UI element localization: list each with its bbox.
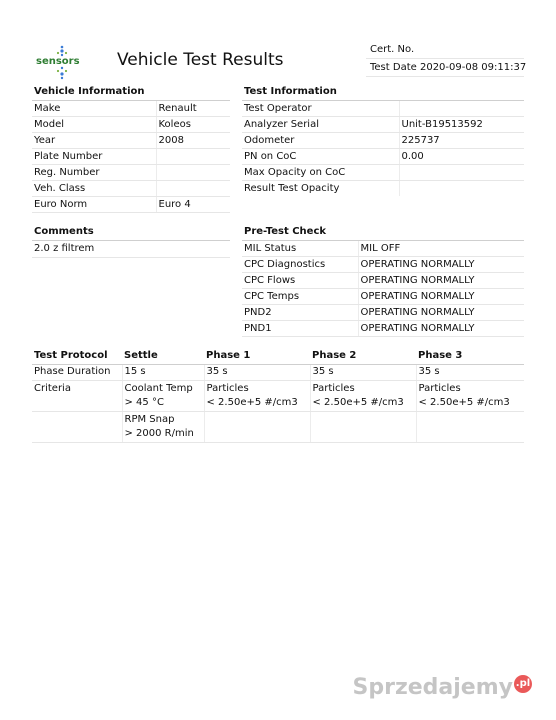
table-row (32, 381, 524, 412)
criteria-line: Coolant Temp (124, 383, 193, 394)
check-label: PND1 (242, 321, 358, 337)
check-value: OPERATING NORMALLY (358, 273, 524, 289)
empty-cell (32, 412, 122, 443)
field-label: Odometer (242, 133, 399, 149)
duration-label: Phase Duration (32, 365, 122, 381)
sensors-logo-icon (30, 44, 90, 80)
test-info-table (242, 101, 524, 196)
table-row (32, 117, 230, 133)
check-value: OPERATING NORMALLY (358, 305, 524, 321)
column-header: Settle (122, 348, 204, 365)
protocol-header-row (32, 348, 524, 365)
vehicle-info-table (32, 101, 230, 213)
field-label: Year (32, 133, 156, 149)
criteria-line: Particles (418, 383, 461, 394)
table-row (32, 149, 230, 165)
check-label: CPC Temps (242, 289, 358, 305)
phase1-criteria (204, 381, 310, 412)
table-row (242, 117, 524, 133)
field-value (399, 165, 524, 181)
check-value: OPERATING NORMALLY (358, 321, 524, 337)
table-row (242, 289, 524, 305)
column-header: Phase 1 (204, 348, 310, 365)
check-value: MIL OFF (358, 241, 524, 257)
pretest-title: Pre-Test Check (242, 224, 524, 241)
comments-title: Comments (32, 224, 230, 241)
phase3-criteria (416, 381, 524, 412)
column-header: Phase 3 (416, 348, 524, 365)
field-value: Euro 4 (156, 197, 230, 213)
field-value: 225737 (399, 133, 524, 149)
test-date-value: 2020-09-08 09:11:37 (419, 62, 527, 73)
column-header: Test Protocol (32, 348, 122, 365)
comments-text: 2.0 z filtrem (32, 241, 230, 258)
table-row (242, 321, 524, 337)
settle-duration: 15 s (122, 365, 204, 381)
pretest-section (242, 224, 524, 337)
test-info-section (242, 84, 524, 196)
table-row (32, 412, 524, 443)
criteria-line: Particles (206, 383, 249, 394)
phase1-duration: 35 s (204, 365, 310, 381)
cert-number-row (366, 41, 524, 59)
test-date-label: Test Date (370, 62, 417, 73)
table-row (242, 165, 524, 181)
protocol-section (32, 348, 524, 443)
phase2-criteria (310, 381, 416, 412)
criteria-line: < 2.50e+5 #/cm3 (312, 397, 404, 408)
field-value (156, 165, 230, 181)
settle-criteria-rpm (122, 412, 204, 443)
check-label: CPC Diagnostics (242, 257, 358, 273)
phase3-duration: 35 s (416, 365, 524, 381)
field-label: Reg. Number (32, 165, 156, 181)
watermark-text: Sprzedajemy (352, 675, 513, 700)
check-label: CPC Flows (242, 273, 358, 289)
field-value (156, 149, 230, 165)
cert-label: Cert. No. (370, 44, 415, 55)
field-value: 0.00 (399, 149, 524, 165)
table-row (32, 133, 230, 149)
field-value (156, 181, 230, 197)
criteria-line: > 45 °C (124, 397, 164, 408)
logo-text: sensors (36, 56, 80, 67)
criteria-line: RPM Snap (124, 414, 175, 425)
empty-cell (310, 412, 416, 443)
field-label: Max Opacity on CoC (242, 165, 399, 181)
field-label: Model (32, 117, 156, 133)
field-value (399, 101, 524, 117)
check-label: PND2 (242, 305, 358, 321)
field-value (399, 181, 524, 197)
protocol-table (32, 348, 524, 443)
pretest-table (242, 241, 524, 337)
field-value: Koleos (156, 117, 230, 133)
table-row (242, 181, 524, 197)
column-header: Phase 2 (310, 348, 416, 365)
check-value: OPERATING NORMALLY (358, 257, 524, 273)
comments-section (32, 224, 230, 258)
watermark-suffix-badge: .pl (514, 675, 532, 693)
table-row (242, 305, 524, 321)
criteria-line: > 2000 R/min (124, 428, 194, 439)
phase2-duration: 35 s (310, 365, 416, 381)
table-row (32, 365, 524, 381)
criteria-line: < 2.50e+5 #/cm3 (418, 397, 510, 408)
settle-criteria-coolant (122, 381, 204, 412)
field-label: Euro Norm (32, 197, 156, 213)
table-row (242, 133, 524, 149)
vehicle-info-section (32, 84, 230, 213)
field-label: Veh. Class (32, 181, 156, 197)
table-row (32, 101, 230, 117)
test-date-row (366, 59, 527, 77)
field-value: 2008 (156, 133, 230, 149)
check-label: MIL Status (242, 241, 358, 257)
table-row (32, 165, 230, 181)
field-value: Renault (156, 101, 230, 117)
field-value: Unit-B19513592 (399, 117, 524, 133)
field-label: PN on CoC (242, 149, 399, 165)
field-label: Plate Number (32, 149, 156, 165)
empty-cell (204, 412, 310, 443)
check-value: OPERATING NORMALLY (358, 289, 524, 305)
table-row (32, 197, 230, 213)
field-label: Make (32, 101, 156, 117)
vehicle-info-title: Vehicle Information (32, 84, 230, 101)
table-row (242, 241, 524, 257)
criteria-label: Criteria (32, 381, 122, 412)
company-logo (30, 44, 90, 80)
criteria-line: Particles (312, 383, 355, 394)
table-row (242, 257, 524, 273)
table-row (32, 181, 230, 197)
watermark (353, 675, 533, 700)
criteria-line: < 2.50e+5 #/cm3 (206, 397, 298, 408)
field-label: Result Test Opacity (242, 181, 399, 197)
field-label: Test Operator (242, 101, 399, 117)
field-label: Analyzer Serial (242, 117, 399, 133)
page-title: Vehicle Test Results (117, 50, 284, 70)
table-row (242, 149, 524, 165)
empty-cell (416, 412, 524, 443)
cert-box (366, 41, 527, 77)
table-row (242, 101, 524, 117)
test-info-title: Test Information (242, 84, 524, 101)
table-row (242, 273, 524, 289)
